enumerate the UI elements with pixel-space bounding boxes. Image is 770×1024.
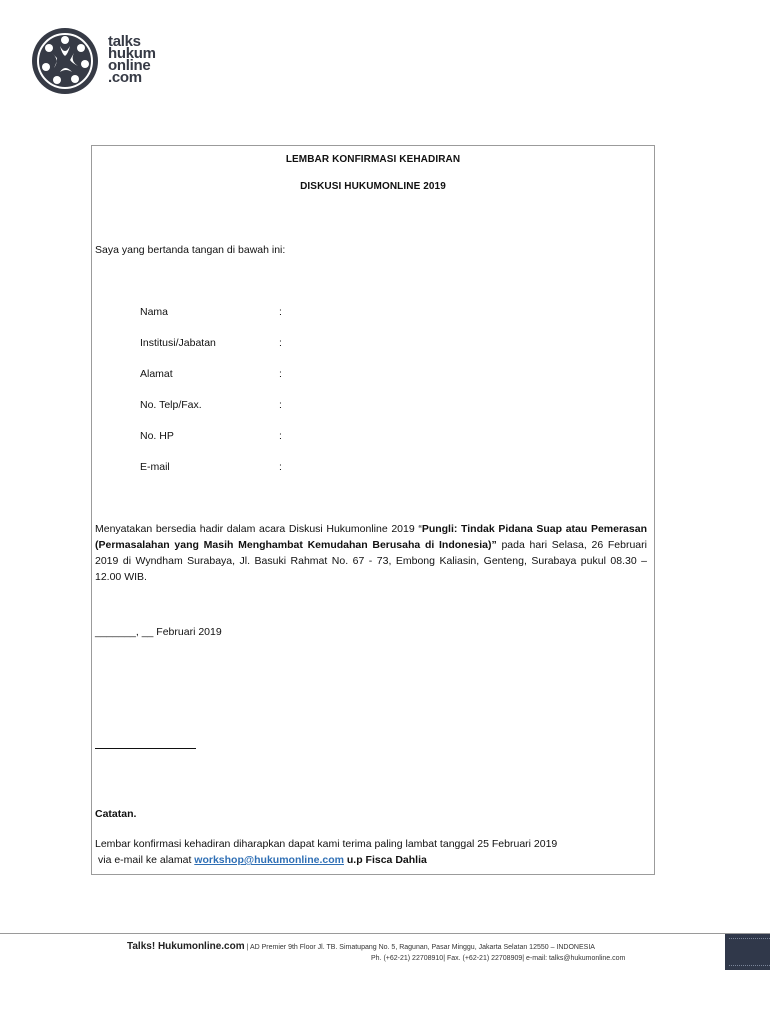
footer-address bbox=[127, 941, 595, 952]
logo-wordmark bbox=[108, 33, 156, 86]
statement-suffix: pada hari Selasa, 26 Februari 2019 di Wyndham Surabaya, Jl. Basuki Rahmat No. 67 - 73, Embong Kaliasin, Genteng, Surabaya pukul 08.30 – 12.00 WIB. bbox=[95, 539, 647, 583]
field-colon: : bbox=[279, 461, 282, 473]
footer-address-text: | AD Premier 9th Floor Jl. TB. Simatupang No. 5, Ragunan, Pasar Minggu, Jakarta Selatan 12550 – INDONESIA bbox=[244, 944, 595, 951]
form-subtitle: DISKUSI HUKUMONLINE 2019 bbox=[300, 181, 446, 192]
field-label: Institusi/Jabatan bbox=[140, 337, 216, 349]
footer-brand: Talks! Hukumonline.com bbox=[127, 941, 245, 952]
logo-line-1: talks bbox=[108, 33, 141, 50]
event-title: Pungli: Tindak Pidana Suap atau Pemerasan (Permasalahan yang Masih Menghambat Kemudahan Berusaha di Indonesia)” bbox=[95, 523, 647, 551]
note-line-1: Lembar konfirmasi kehadiran diharapkan dapat kami terima paling lambat tanggal 25 Februari 2019 bbox=[95, 838, 558, 850]
note-line-2-prefix: via e-mail ke alamat bbox=[98, 854, 195, 866]
field-label: Alamat bbox=[140, 368, 173, 380]
date-line: _______, __ Februari 2019 bbox=[95, 626, 222, 638]
field-label: No. Telp/Fax. bbox=[140, 399, 202, 411]
field-label: No. HP bbox=[140, 430, 174, 442]
form-title: LEMBAR KONFIRMASI KEHADIRAN bbox=[285, 154, 461, 165]
footer-contact: Ph. (+62-21) 22708910| Fax. (+62-21) 22708909| e-mail: talks@hukumonline.com bbox=[371, 955, 626, 962]
brand-logo bbox=[30, 26, 170, 96]
statement-prefix: Menyatakan bersedia hadir dalam acara Diskusi Hukumonline 2019 “ bbox=[95, 523, 422, 535]
talks-hukumonline-logo-icon bbox=[30, 26, 100, 96]
footer-corner-decoration bbox=[725, 934, 770, 970]
confirmation-form bbox=[91, 145, 655, 875]
intro-text: Saya yang bertanda tangan di bawah ini: bbox=[95, 244, 286, 256]
field-colon: : bbox=[279, 368, 282, 380]
signature-line bbox=[95, 748, 196, 749]
note-line-2 bbox=[98, 854, 427, 866]
logo-line-4: .com bbox=[108, 69, 142, 86]
logo-line-2: hukum bbox=[108, 45, 156, 62]
field-label: Nama bbox=[140, 306, 169, 318]
field-label: E-mail bbox=[140, 461, 170, 473]
statement-paragraph bbox=[95, 521, 647, 585]
field-colon: : bbox=[279, 399, 282, 411]
workshop-email-link[interactable]: workshop@hukumonline.com bbox=[194, 854, 344, 866]
footer-divider bbox=[0, 933, 770, 934]
logo-line-3: online bbox=[108, 57, 151, 74]
note-title: Catatan. bbox=[95, 808, 137, 820]
field-colon: : bbox=[279, 337, 282, 349]
field-colon: : bbox=[279, 430, 282, 442]
note-line-2-suffix: u.p Fisca Dahlia bbox=[343, 854, 427, 866]
field-colon: : bbox=[279, 306, 282, 318]
